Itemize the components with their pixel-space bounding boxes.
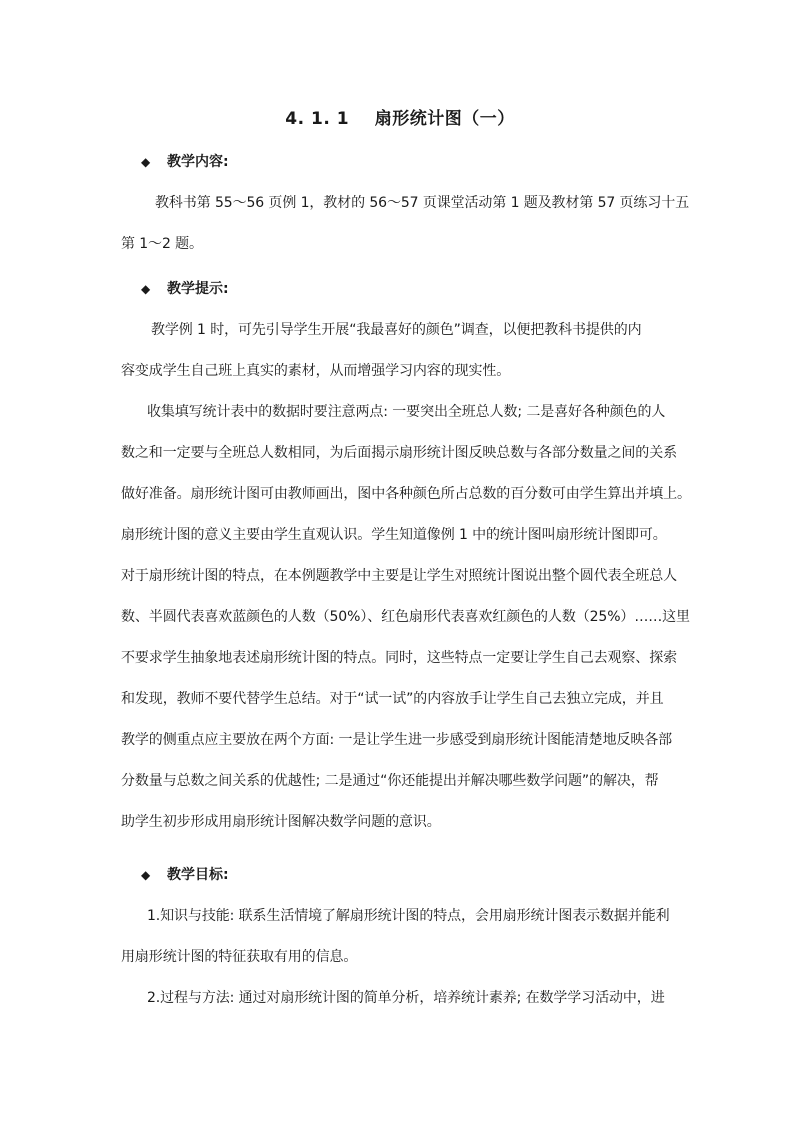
section-heading-goals <box>141 864 229 884</box>
text-line: 扇形统计图的意义主要由学生直观认识。学生知道像例 1 中的统计图叫扇形统计图即可。 <box>121 527 667 543</box>
paragraph-tips-1 <box>121 310 691 392</box>
text-line: 教学例 1 时，可先引导学生开展“我最喜好的颜色”调查，以便把教科书提供的内 <box>151 322 642 338</box>
text-line: 数之和一定要与全班总人数相同，为后面揭示扇形统计图反映总数与各部分数量之间的关系 <box>121 445 677 461</box>
text-line: 数、半圆代表喜欢蓝颜色的人数（50%）、红色扇形代表喜欢红颜色的人数（25%）……这里 <box>121 609 690 625</box>
section-heading-content <box>141 151 229 171</box>
paragraph-tips-2 <box>121 392 691 843</box>
text-line: 和发现，教师不要代替学生总结。对于“试一试”的内容放手让学生自己去独立完成，并且 <box>121 691 664 707</box>
text-line: 不要求学生抽象地表述扇形统计图的特点。同时，这些特点一定要让学生自己去观察、探索 <box>121 650 677 666</box>
text-line: 教科书第 55～56 页例 1，教材的 56～57 页课堂活动第 1 题及教材第 57 页练习十五 <box>155 195 690 211</box>
black-diamond-icon: ◆ <box>141 282 151 296</box>
black-diamond-icon: ◆ <box>141 155 151 169</box>
section-heading-label: 教学内容: <box>167 154 229 170</box>
black-diamond-icon: ◆ <box>141 868 151 882</box>
text-line: 收集填写统计表中的数据时要注意两点: 一要突出全班总人数; 二是喜好各种颜色的人 <box>147 404 666 420</box>
section-heading-tips <box>141 278 229 298</box>
paragraph-goals-1 <box>121 896 691 978</box>
text-line: 第 1～2 题。 <box>121 236 203 252</box>
text-line: 用扇形统计图的特征获取有用的信息。 <box>121 949 358 965</box>
text-line: 2.过程与方法: 通过对扇形统计图的简单分析，培养统计素养; 在数学学习活动中，进 <box>147 990 665 1006</box>
text-line: 教学的侧重点应主要放在两个方面: 一是让学生进一步感受到扇形统计图能清楚地反映各部 <box>121 732 673 748</box>
page-title: 4. 1. 1 扇形统计图（一） <box>285 109 515 129</box>
text-line: 做好准备。扇形统计图可由教师画出，图中各种颜色所占总数的百分数可由学生算出并填上。 <box>121 486 691 502</box>
paragraph-goals-2 <box>121 978 691 1019</box>
section-heading-label: 教学提示: <box>167 281 229 297</box>
text-line: 分数量与总数之间关系的优越性; 二是通过“你还能提出并解决哪些数学问题”的解决，帮 <box>121 773 659 789</box>
text-line: 对于扇形统计图的特点，在本例题教学中主要是让学生对照统计图说出整个圆代表全班总人 <box>121 568 677 584</box>
paragraph-content <box>121 183 691 265</box>
text-line: 容变成学生自己班上真实的素材，从而增强学习内容的现实性。 <box>121 363 511 379</box>
text-line: 助学生初步形成用扇形统计图解决数学问题的意识。 <box>121 814 441 830</box>
section-heading-label: 教学目标: <box>167 867 229 883</box>
text-line: 1.知识与技能: 联系生活情境了解扇形统计图的特点，会用扇形统计图表示数据并能利 <box>147 908 670 924</box>
